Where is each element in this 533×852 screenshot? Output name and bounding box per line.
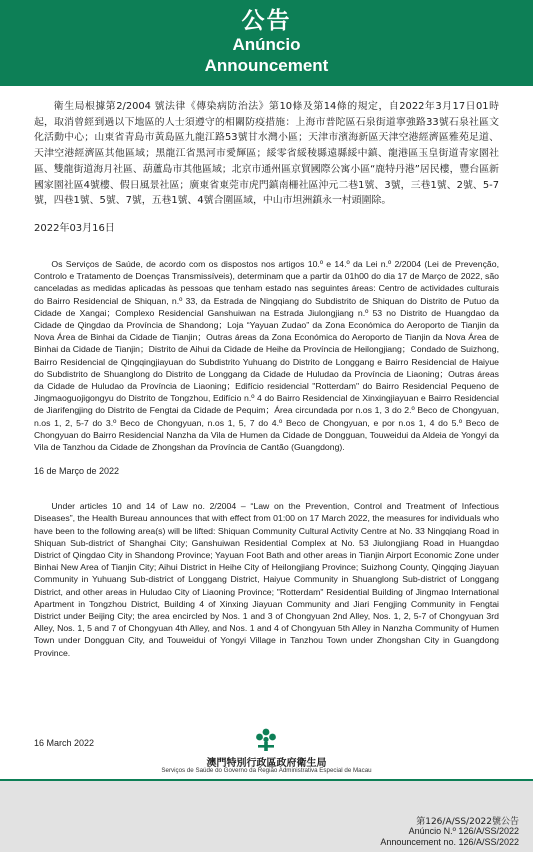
date-zh: 2022年03月16日 [34, 222, 115, 234]
date-pt: 16 de Março de 2022 [34, 466, 120, 477]
announcement-body [34, 99, 499, 659]
title-en: Announcement [204, 56, 329, 75]
footer-reference [0, 781, 533, 852]
reference-en: Announcement no. 126/A/SS/2022 [380, 837, 519, 847]
reference-pt: Anúncio N.º 126/A/SS/2022 [408, 826, 519, 836]
announcement-header [0, 0, 533, 86]
paragraph-zh: 衛生局根據第2/2004 號法律《傳染病防治法》第10條及第14條的規定，自2022年3月17日01時起，取消曾經到過以下地區的人士須遵守的相關防疫措施：上海市普陀區石泉街道寧強路33號石泉社區文化活動中心；山東省青島市黃島區九龍江路53號甘水灣小區；天津市濱海新區天津空港經濟區雅苑足道、天津空港經濟區其他區域；黑龍江省黑河市愛輝區；綏零省綏稜縣遠縣綏中鎮、龍港區玉皇街道青家園社區、雙龍街道海月社區、葫蘆島市其他區域；北京市通州區京貿國際公寓小區“鹿特丹港”居民樓，豐台區新國家園社區4號樓、假日風景社區；廣東省東莞市虎門鎮南柵社區沖元二巷1號、3號，三巷1號、2號、5-7號，四巷1號、5號、7號，五巷1號、4號合圍區域，中山市坦洲鎮永一村頭圍除。 [34, 101, 499, 207]
paragraph-pt: Os Serviços de Saúde, de acordo com os dispostos nos artigos 10.º e 14.º da Lei n.º 2/2004 (Lei de Prevenção, Controlo e Tratamento de Doenças Transmissíveis), determinam que a partir da 01h00 do dia 17 de Março de 2022, são canceladas as medidas aplicadas às pessoas que tenham estado nas seguintes áreas: Centro de actividades culturais do Bairro Residencial de Shiquan, n.º 33, da Estrada de Ningqiang do Subdistrito de Shiquan do Distrito de Putuo da Cidade de Xangai；Complexo Residencial Ganshuiwan na Estrada Jiulongjiang n.º 53 no Distrito de Huangdao da Cidade de Qingdao da Província de Shandong；Loja “Yayuan Zudao” da Zona Económica do Aeroporto de Tianjin da Nova Área de Binhai da Cidade de Tianjin；Outras áreas da Zona Económica do Aeroporto de Tianjin da Nova Área de Binhai da Cidade de Tianjin；Distrito de Aihui da Cidade de Heihe da Província de Heilongjiang；Condado de Suizhong, Bairro Residencial de Qingqingjiayuan do Subdistrito Yuhuang do Distrito de Longgang e Bairro Residencial de Haiyue do Subdistrito de Shuanglong do Distrito de Longgang da Cidade de Huludao da Província de Liaoning；Outras áreas da Cidade de Huludao da Província de Liaoning；Edifício residencial "Rotterdam" do Bairro Residencial Pequeno de Jingmaoguojigongyu do Distrito de Tongzhou, Edifício n.º 4 do Bairro Residencial de Xinxingjiayuan e Bairro Residencial de Jiarifengjing do Distrito de Fengtai da Cidade de Pequim；Área circundada por n.os 1, 3 do 2.º Beco de Chongyuan, n.os 1, 2, 5-7 do 3.º Beco de Chongyuan, n.os 1, 5, 7 do 4.º Beco de Chongyuan, e por n.os 1, 4 do 5.º Beco de Chongyuan do Bairro Residencial Nanzha da Vila de Humen da Cidade de Dongguan, Touweidui da Aldeia de Yongyi da Vila de Tanzhou da Cidade de Zhongshan da Província de Cantão (Guangdong). [34, 258, 499, 452]
paragraph-en: Under articles 10 and 14 of Law no. 2/2004 – “Law on the Prevention, Control and Treatment of Infectious Diseases”, the Health Bureau announces that with effect from 01:00 on 17 March 2022, the measures for individuals who have been to the following area(s) will be lifted: Shiquan Community Cultural Activity Centre at No. 33 Ningqiang Road in Shiquan Sub-district of Shanghai City; Ganshuiwan Residential Complex at No. 53 Jiulongjiang Road in Huangdao District of Qingdao City in Shandong Province; Yayuan Foot Bath and other areas in Tianjin Airport Economic Zone under Binhai New Area of Tianjin City; Aihui District in Heihe City of Heilongjiang Province; Suizhong County, Qingqing Jiayuan Community in Yuhuang Sub-district of Longgang District, Haiyue Community in Shuanglong Sub-district of Longgang District, and other areas in Huludao City of Liaoning Province; "Rotterdam" Residential Building of Jingmao International Apartment in Tongzhou District, Building 4 of Xinxing Jiayuan Community and Jiari Fengjing Community in Fengtai District under Beijing City; the area encircled by Nos. 1 and 3 of Chongyuan 2nd Alley, Nos. 1, 2, 5-7 of Chongyuan 3rd Alley, Nos. 1, 5 and 7 of Chongyuan 4th Alley, and Nos. 1 and 4 of Chongyuan 5th Alley in Nanzha Community of Humen Town under Dongguan City, and Touweidui of Yongyi Village in Tanzhou Town under Zhongshan City in Guangdong Province. [34, 501, 499, 658]
date-en: 16 March 2022 [34, 738, 95, 748]
reference-zh: 第126/A/SS/2022號公告 [416, 817, 519, 827]
title-zh: 公告 [241, 8, 292, 34]
org-name-pt: Serviços de Saúde do Governo da Região Administrativa Especial de Macau [161, 767, 372, 774]
org-name-zh: 澳門特別行政區政府衛生局 [206, 758, 327, 769]
title-pt: Anúncio [232, 35, 301, 54]
health-bureau-logo-icon [245, 727, 287, 753]
